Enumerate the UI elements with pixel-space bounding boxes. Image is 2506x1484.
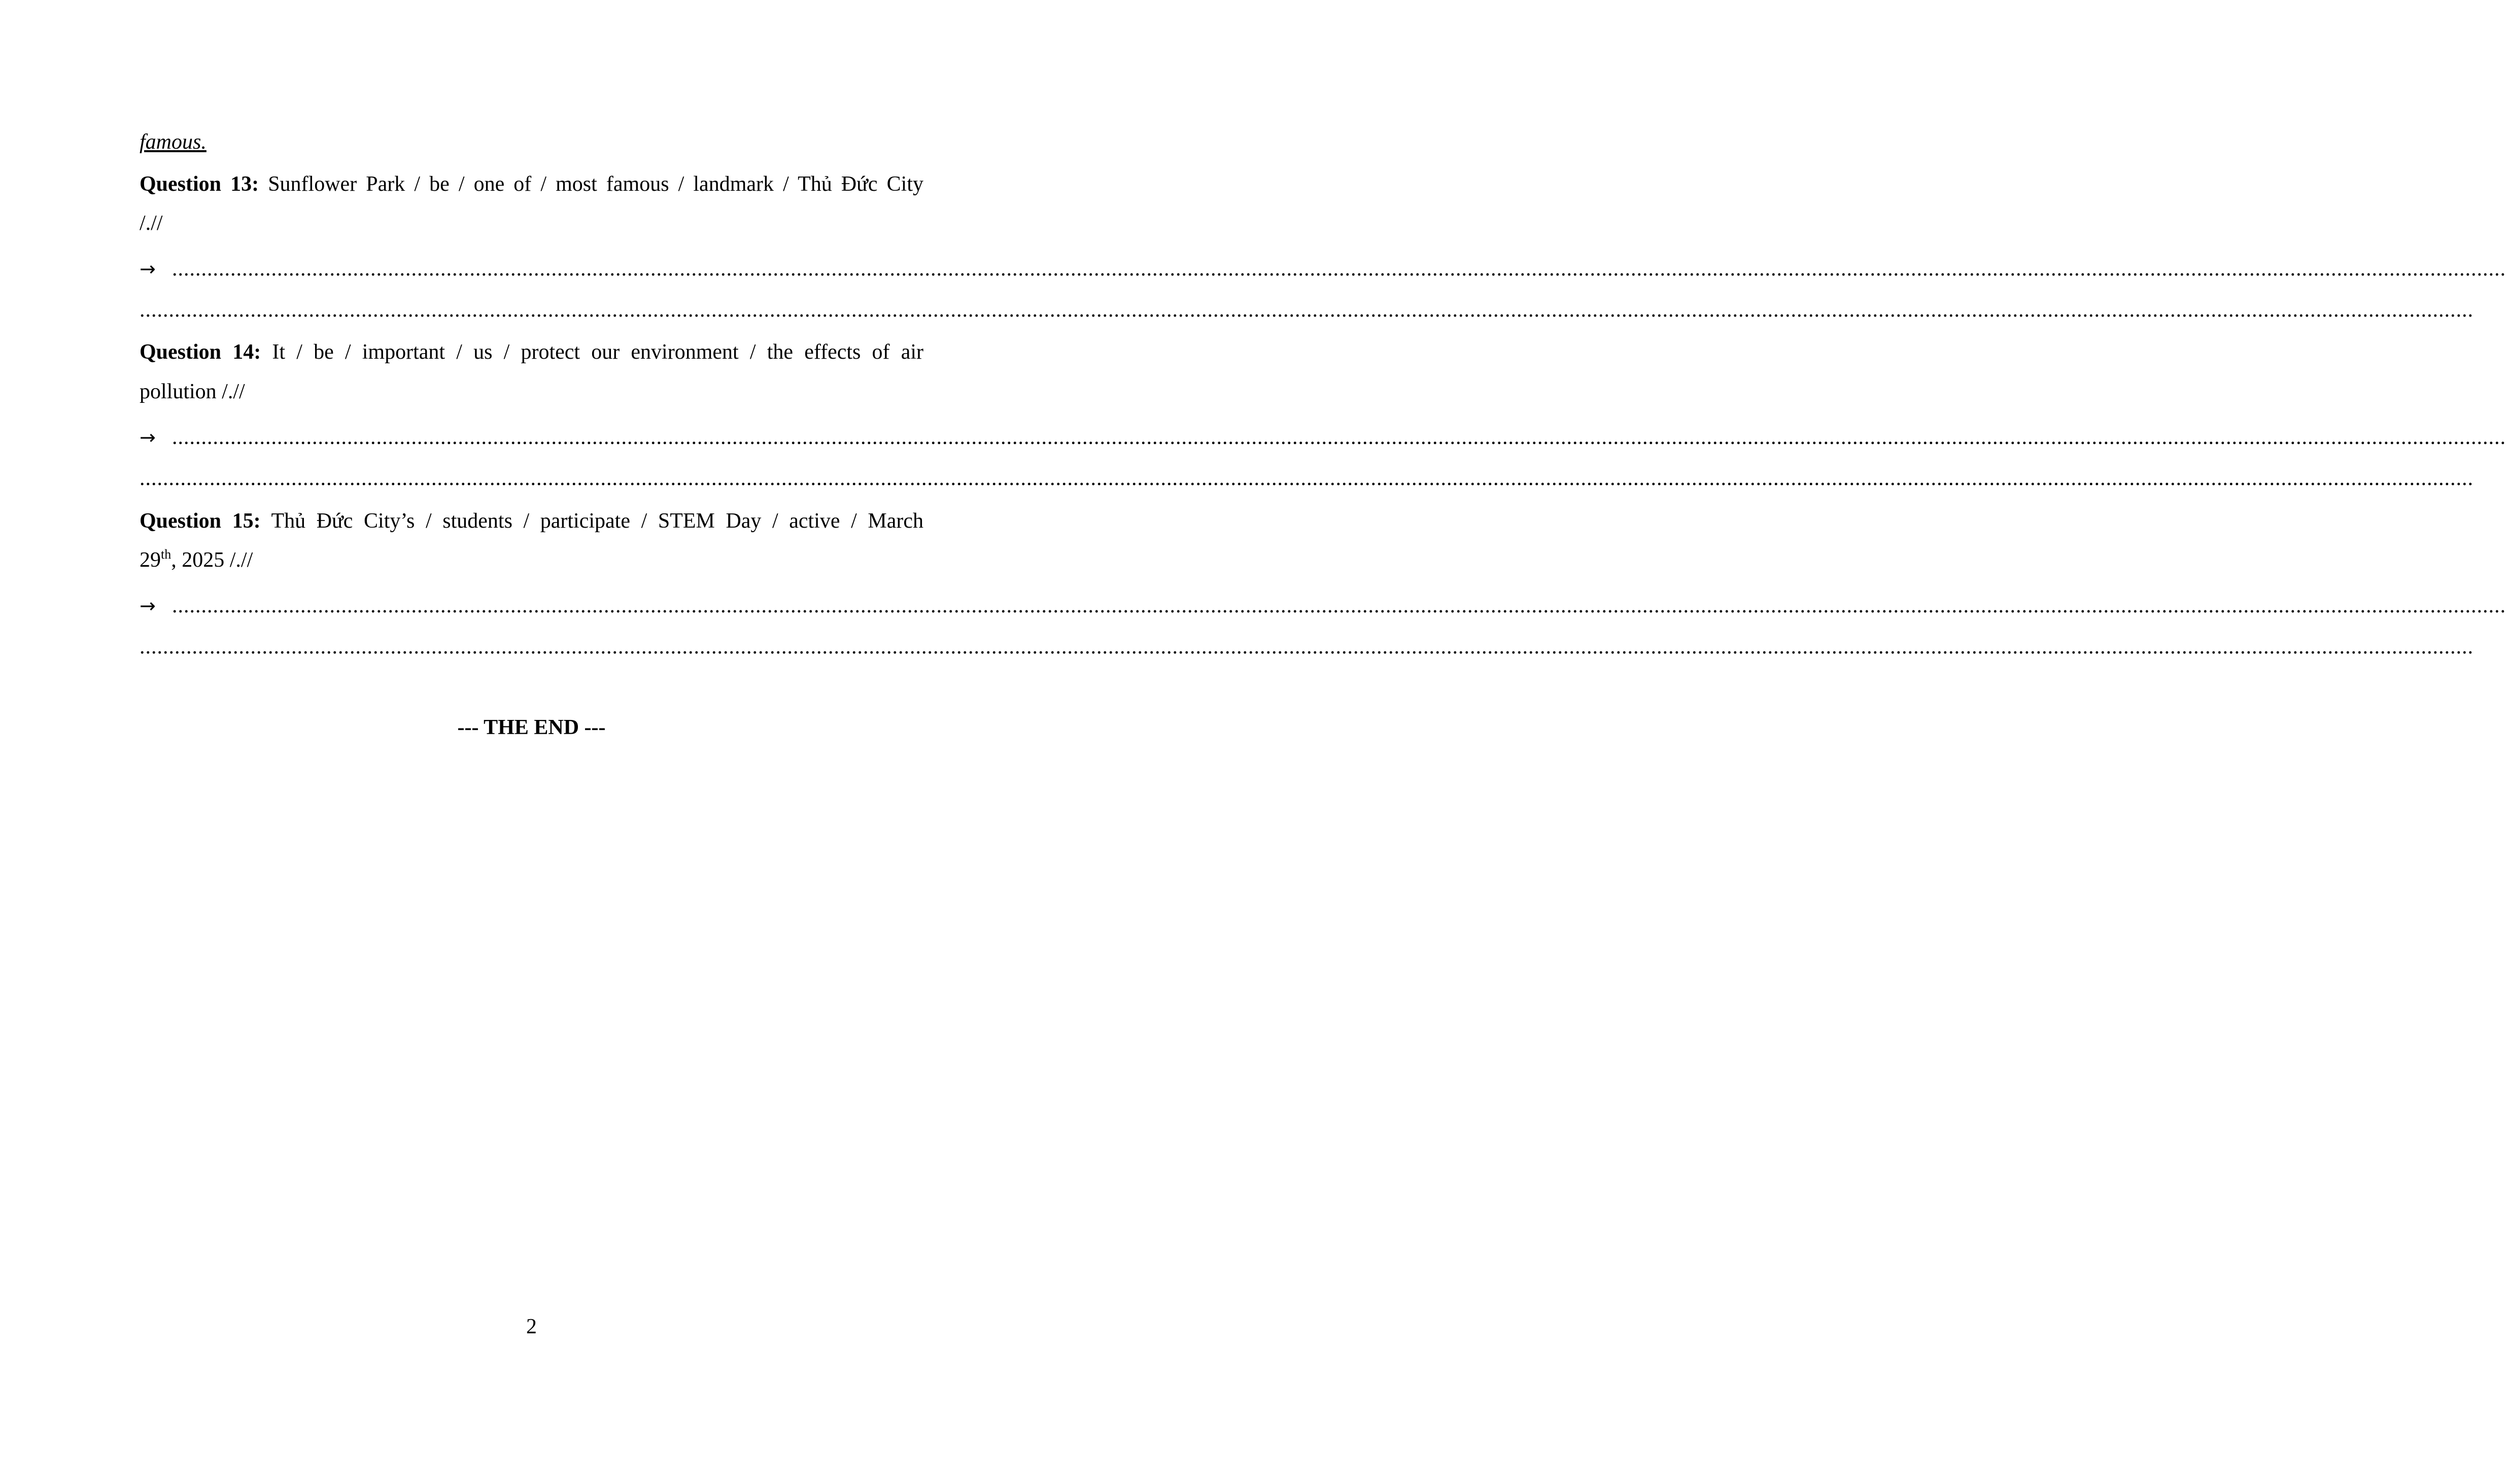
question-14-prompt-end: pollution /.// [140,380,245,403]
right-arrow-icon: → [140,426,156,448]
question-15-prompt-end [140,547,923,573]
continuation-text: famous. [140,130,207,154]
question-15-date-day: 29 [140,548,161,572]
question-14-answer-line-2[interactable]: ................................................................................................................................................................................................................................................................................................................................................................................................................ [140,467,2474,490]
question-15-date-suffix: th [161,547,171,562]
question-15-label: Question 15: [140,509,261,533]
question-15-text: Thủ Đức City’s / students / participate / STEM Day / active / March [271,509,923,533]
question-15-answer-line-2[interactable]: ................................................................................................................................................................................................................................................................................................................................................................................................................ [140,635,2474,659]
question-14-text: It / be / important / us / protect our environment / the effects of air [272,340,924,364]
question-15-prompt [140,508,923,534]
answer-dotted-line: ................................................................................................................................................................................................................................................................................................................................................................................................................ [172,426,2506,449]
document-page [140,0,2506,1484]
question-13-answer-line-2[interactable]: ................................................................................................................................................................................................................................................................................................................................................................................................................ [140,298,2474,322]
question-15-date-rest: , 2025 /.// [171,548,253,572]
question-14-label: Question 14: [140,340,261,364]
question-13-label: Question 13: [140,172,259,196]
right-arrow-icon: → [140,258,156,280]
question-13-prompt [140,171,923,197]
right-arrow-icon: → [140,595,156,617]
question-13-prompt-end: /.// [140,212,163,235]
answer-dotted-line: ................................................................................................................................................................................................................................................................................................................................................................................................................ [172,594,2506,617]
question-14-answer-line-1[interactable] [140,424,2506,451]
question-13-answer-line-1[interactable] [140,256,2506,282]
answer-dotted-line: ................................................................................................................................................................................................................................................................................................................................................................................................................ [172,257,2506,281]
question-13-text: Sunflower Park / be / one of / most famous / landmark / Thủ Đức City [268,172,924,196]
question-14-prompt [140,339,923,365]
the-end-marker: --- THE END --- [457,716,606,739]
question-15-answer-line-1[interactable] [140,593,2506,619]
page-number: 2 [526,1315,537,1338]
